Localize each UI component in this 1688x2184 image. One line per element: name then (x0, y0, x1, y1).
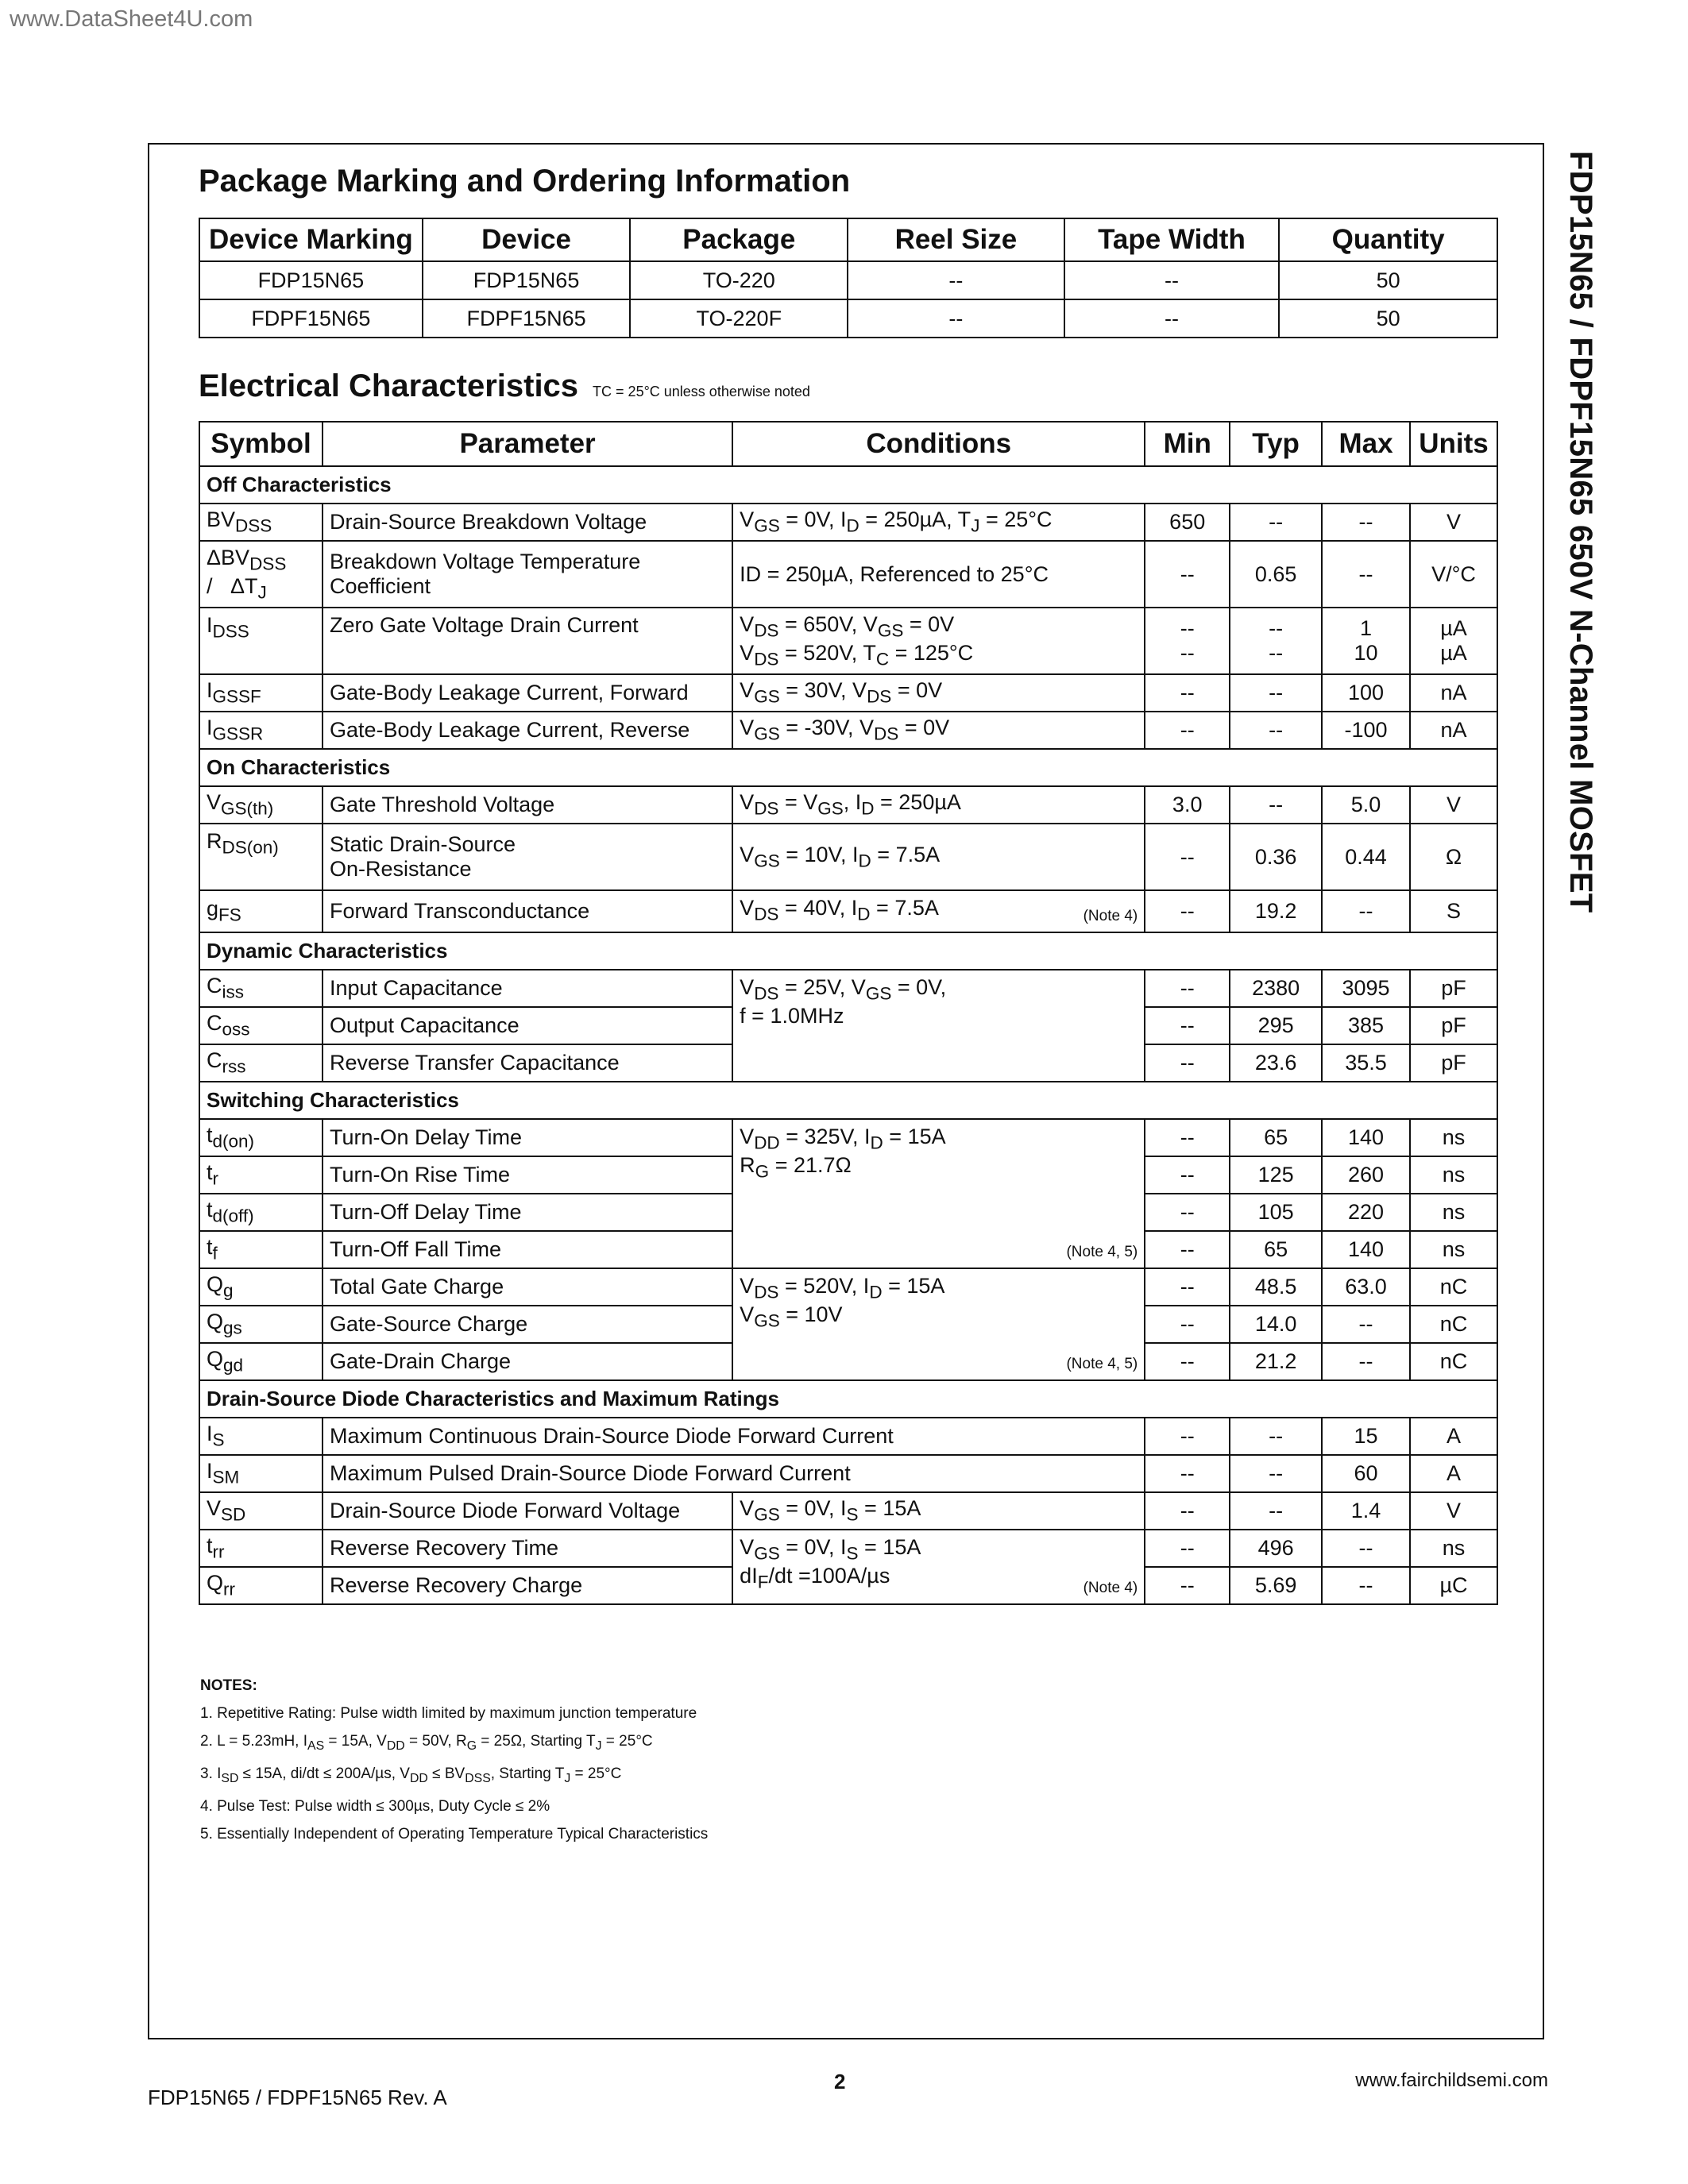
min-cell (1145, 608, 1230, 674)
value: µA (1440, 616, 1467, 640)
typ-cell: 0.65 (1230, 541, 1322, 608)
cell: -- (848, 261, 1064, 299)
note-ref: (Note 4) (1083, 908, 1138, 924)
footer-doc-id: FDP15N65 / FDPF15N65 Rev. A (148, 2086, 447, 2109)
page-number: 2 (834, 2070, 846, 2093)
typ-cell: -- (1230, 1492, 1322, 1530)
unit-cell: pF (1410, 1007, 1497, 1044)
param-cell: Gate-Drain Charge (323, 1343, 732, 1380)
max-cell: 63.0 (1322, 1268, 1410, 1306)
min-cell: -- (1145, 1156, 1230, 1194)
min-cell: -- (1145, 1268, 1230, 1306)
unit-cell: S (1410, 890, 1497, 932)
typ-cell: -- (1230, 1418, 1322, 1455)
th-device-marking: Device Marking (199, 218, 423, 261)
th-typ: Typ (1230, 422, 1322, 466)
notes-block (200, 1672, 708, 1848)
max-cell: -- (1322, 890, 1410, 932)
cell: 50 (1279, 299, 1497, 338)
typ-cell: 295 (1230, 1007, 1322, 1044)
typ-cell: 0.36 (1230, 824, 1322, 890)
param-cell: Gate-Body Leakage Current, Reverse (323, 712, 732, 749)
typ-cell: -- (1230, 504, 1322, 541)
symbol-cell: $I_S$ (199, 1418, 323, 1455)
typ-cell: -- (1230, 712, 1322, 749)
cond-cell: ID = 250µA, Referenced to 25°C (732, 541, 1145, 608)
value: -- (1180, 616, 1195, 640)
watermark-url: www.DataSheet4U.com (10, 6, 253, 32)
param-cell: Gate Threshold Voltage (323, 786, 732, 824)
symbol-cell: $t_f$ (199, 1231, 323, 1268)
unit-cell: V (1410, 786, 1497, 824)
min-cell: -- (1145, 674, 1230, 712)
min-cell: -- (1145, 1044, 1230, 1082)
symbol-cell: $t_r$ (199, 1156, 323, 1194)
min-cell: -- (1145, 890, 1230, 932)
cond-cell: $V_{DS} = 520V$, $I_D = 15A$ $V_{GS} = 10V$ (Note 4, 5) (732, 1268, 1145, 1380)
typ-cell: 65 (1230, 1231, 1322, 1268)
cond-cell: $V_{GS} = 0V$, $I_D = 250\mu A$, $T_J = 25^\circ C$ (732, 504, 1145, 541)
param-cell: Gate-Source Charge (323, 1306, 732, 1343)
side-title-text: FDP15N65 / FDPF15N65 650V N-Channel MOSFET (1563, 151, 1598, 913)
symbol-cell: $C_{iss}$ (199, 970, 323, 1007)
param-line: Coefficient (329, 574, 431, 598)
symbol-cell: $t_{d(on)}$ (199, 1119, 323, 1156)
cond-line: f = 1.0MHz (740, 1004, 844, 1028)
min-cell: -- (1145, 712, 1230, 749)
unit-cell: V/°C (1410, 541, 1497, 608)
param-cell: Maximum Continuous Drain-Source Diode Forward Current (323, 1418, 1145, 1455)
unit-cell: µC (1410, 1567, 1497, 1604)
max-cell: 1.4 (1322, 1492, 1410, 1530)
unit-cell: nC (1410, 1306, 1497, 1343)
symbol-cell: $\Delta BV_{DSS}$ / $\Delta T_J$ (199, 541, 323, 608)
unit-cell: nC (1410, 1268, 1497, 1306)
param-cell: Maximum Pulsed Drain-Source Diode Forward Current (323, 1455, 1145, 1492)
max-cell: 5.0 (1322, 786, 1410, 824)
unit-cell: ns (1410, 1119, 1497, 1156)
max-cell: 3095 (1322, 970, 1410, 1007)
symbol-cell: $I_{GSSF}$ (199, 674, 323, 712)
table-row (199, 1455, 1497, 1492)
package-header-row (199, 218, 1497, 261)
typ-cell: 21.2 (1230, 1343, 1322, 1380)
value: -- (1269, 641, 1284, 665)
table-row (199, 299, 1497, 338)
param-cell (323, 541, 732, 608)
cell: FDPF15N65 (423, 299, 631, 338)
symbol-cell: $C_{rss}$ (199, 1044, 323, 1082)
typ-cell: 48.5 (1230, 1268, 1322, 1306)
side-title (1549, 151, 1620, 985)
th-symbol: Symbol (199, 422, 323, 466)
table-row (199, 608, 1497, 674)
typ-cell: 5.69 (1230, 1567, 1322, 1604)
max-cell: -- (1322, 1567, 1410, 1604)
typ-cell: -- (1230, 1455, 1322, 1492)
max-cell: 60 (1322, 1455, 1410, 1492)
min-cell: -- (1145, 1343, 1230, 1380)
category-row (199, 932, 1497, 970)
cond-cell: $V_{DS} = V_{GS}$, $I_D = 250\mu A$ (732, 786, 1145, 824)
electrical-header-row (199, 422, 1497, 466)
min-cell: -- (1145, 1306, 1230, 1343)
max-cell: 140 (1322, 1119, 1410, 1156)
symbol-cell: $I_{GSSR}$ (199, 712, 323, 749)
unit-cell: nA (1410, 674, 1497, 712)
typ-cell: 65 (1230, 1119, 1322, 1156)
param-line: On-Resistance (329, 857, 472, 881)
typ-cell: 496 (1230, 1530, 1322, 1567)
symbol-cell: $I_{SM}$ (199, 1455, 323, 1492)
param-cell: Turn-Off Delay Time (323, 1194, 732, 1231)
max-cell: 0.44 (1322, 824, 1410, 890)
typ-cell: -- (1230, 674, 1322, 712)
cell: TO-220F (630, 299, 848, 338)
max-cell: 140 (1322, 1231, 1410, 1268)
typ-cell: 14.0 (1230, 1306, 1322, 1343)
param-cell: Gate-Body Leakage Current, Forward (323, 674, 732, 712)
th-min: Min (1145, 422, 1230, 466)
unit-cell: pF (1410, 1044, 1497, 1082)
max-cell (1322, 608, 1410, 674)
category-on: On Characteristics (199, 749, 1497, 786)
table-row (199, 504, 1497, 541)
max-cell: -100 (1322, 712, 1410, 749)
unit-cell: ns (1410, 1530, 1497, 1567)
note-5: 5. Essentially Independent of Operating Temperature Typical Characteristics (200, 1825, 709, 1843)
th-tape-width: Tape Width (1064, 218, 1280, 261)
param-cell: Drain-Source Diode Forward Voltage (323, 1492, 732, 1530)
note-ref: (Note 4, 5) (1066, 1244, 1138, 1260)
min-cell: 650 (1145, 504, 1230, 541)
unit-cell: V (1410, 1492, 1497, 1530)
table-row (199, 1530, 1497, 1567)
value: -- (1180, 641, 1195, 665)
category-row (199, 749, 1497, 786)
cond-cell: $V_{GS} = 10V$, $I_D = 7.5A$ (732, 824, 1145, 890)
package-section-title: Package Marking and Ordering Information (199, 164, 851, 199)
value: µA (1440, 641, 1467, 665)
min-cell: -- (1145, 1418, 1230, 1455)
param-cell: Reverse Recovery Charge (323, 1567, 732, 1604)
cell: -- (1064, 299, 1280, 338)
symbol-cell: $t_{d(off)}$ (199, 1194, 323, 1231)
category-off: Off Characteristics (199, 466, 1497, 504)
cell: -- (1064, 261, 1280, 299)
note-3: 3. $I_{SD} \le 15A$, di/dt ≤ 200A/µs, $V_{DD} \le BV_{DSS}$, Starting $T_J = 25^\circ C$ (200, 1765, 622, 1785)
max-cell: 35.5 (1322, 1044, 1410, 1082)
th-reel-size: Reel Size (848, 218, 1064, 261)
min-cell: 3.0 (1145, 786, 1230, 824)
max-cell: -- (1322, 1306, 1410, 1343)
min-cell: -- (1145, 1231, 1230, 1268)
max-cell: 220 (1322, 1194, 1410, 1231)
category-row (199, 466, 1497, 504)
category-switching: Switching Characteristics (199, 1082, 1497, 1119)
cond-cell: $V_{DD} = 325V$, $I_D = 15A$ $R_G = 21.7\Omega$ (Note 4, 5) (732, 1119, 1145, 1268)
min-cell: -- (1145, 970, 1230, 1007)
param-cell: Total Gate Charge (323, 1268, 732, 1306)
symbol-cell: $V_{GS(th)}$ (199, 786, 323, 824)
category-row (199, 1380, 1497, 1418)
param-line: Static Drain-Source (329, 832, 516, 856)
param-cell: Zero Gate Voltage Drain Current (323, 608, 732, 674)
unit-cell (1410, 608, 1497, 674)
cond-cell: $V_{DS} = 40V$, $I_D = 7.5A$ (Note 4) (732, 890, 1145, 932)
param-cell: Turn-On Delay Time (323, 1119, 732, 1156)
table-row (199, 712, 1497, 749)
category-row (199, 1082, 1497, 1119)
min-cell: -- (1145, 1455, 1230, 1492)
param-cell: Input Capacitance (323, 970, 732, 1007)
value: 10 (1354, 641, 1378, 665)
symbol-cell: $Q_{gd}$ (199, 1343, 323, 1380)
table-row (199, 786, 1497, 824)
th-max: Max (1322, 422, 1410, 466)
symbol-cell: $C_{oss}$ (199, 1007, 323, 1044)
symbol-cell: $BV_{DSS}$ (199, 504, 323, 541)
cond-cell: $V_{DS} = 25V$, $V_{GS} = 0V$, f = 1.0MHz (732, 970, 1145, 1082)
cell: TO-220 (630, 261, 848, 299)
value: -- (1269, 616, 1284, 640)
th-package: Package (630, 218, 848, 261)
note-1: 1. Repetitive Rating: Pulse width limited by maximum junction temperature (200, 1705, 697, 1722)
max-cell: -- (1322, 1343, 1410, 1380)
cond-cell: $V_{DS} = 650V$, $V_{GS} = 0V$ $V_{DS} = 520V$, $T_C = 125^\circ C$ (732, 608, 1145, 674)
param-cell: Reverse Recovery Time (323, 1530, 732, 1567)
max-cell: 15 (1322, 1418, 1410, 1455)
max-cell: -- (1322, 541, 1410, 608)
unit-cell: ns (1410, 1156, 1497, 1194)
symbol-cell: $t_{rr}$ (199, 1530, 323, 1567)
min-cell: -- (1145, 1530, 1230, 1567)
table-row (199, 970, 1497, 1007)
table-row (199, 1119, 1497, 1156)
unit-cell: Ω (1410, 824, 1497, 890)
electrical-title-note: TC = 25°C unless otherwise noted (593, 384, 810, 399)
note-2: 2. L = 5.23mH, $I_{AS} = 15A$, $V_{DD} = 50V$, $R_G = 25\Omega$, Starting $T_J = 25^\circ C$ (200, 1733, 653, 1753)
table-row (199, 1492, 1497, 1530)
symbol-cell: $g_{FS}$ (199, 890, 323, 932)
footer-website: www.fairchildsemi.com (1355, 2070, 1548, 2091)
table-row (199, 541, 1497, 608)
unit-cell: nC (1410, 1343, 1497, 1380)
note-ref: (Note 4) (1083, 1580, 1138, 1596)
package-table (199, 218, 1498, 338)
max-cell: 385 (1322, 1007, 1410, 1044)
notes-heading: NOTES: (200, 1677, 257, 1694)
electrical-title-text: Electrical Characteristics (199, 369, 579, 403)
param-cell: Turn-Off Fall Time (323, 1231, 732, 1268)
min-cell: -- (1145, 1007, 1230, 1044)
param-cell: Drain-Source Breakdown Voltage (323, 504, 732, 541)
max-cell: 260 (1322, 1156, 1410, 1194)
symbol-cell: $V_{SD}$ (199, 1492, 323, 1530)
table-row (199, 1268, 1497, 1306)
min-cell: -- (1145, 541, 1230, 608)
table-row (199, 824, 1497, 890)
max-cell: -- (1322, 1530, 1410, 1567)
unit-cell: V (1410, 504, 1497, 541)
electrical-table (199, 421, 1498, 1605)
min-cell: -- (1145, 1492, 1230, 1530)
cond-cell: $V_{GS} = -30V$, $V_{DS} = 0V$ (732, 712, 1145, 749)
table-row (199, 674, 1497, 712)
cell: FDPF15N65 (199, 299, 423, 338)
unit-cell: ns (1410, 1231, 1497, 1268)
typ-cell: 105 (1230, 1194, 1322, 1231)
min-cell: -- (1145, 824, 1230, 890)
param-cell: Reverse Transfer Capacitance (323, 1044, 732, 1082)
cell: FDP15N65 (199, 261, 423, 299)
symbol-cell: $Q_{rr}$ (199, 1567, 323, 1604)
symbol-cell: $Q_g$ (199, 1268, 323, 1306)
cond-cell: $V_{GS} = 30V$, $V_{DS} = 0V$ (732, 674, 1145, 712)
max-cell: 100 (1322, 674, 1410, 712)
min-cell: -- (1145, 1567, 1230, 1604)
param-line: Breakdown Voltage Temperature (329, 550, 641, 573)
unit-cell: nA (1410, 712, 1497, 749)
th-device: Device (423, 218, 631, 261)
min-cell: -- (1145, 1194, 1230, 1231)
param-cell: Output Capacitance (323, 1007, 732, 1044)
unit-cell: A (1410, 1418, 1497, 1455)
cond-cell: $V_{GS} = 0V$, $I_S = 15A$ (732, 1492, 1145, 1530)
th-conditions: Conditions (732, 422, 1145, 466)
note-4: 4. Pulse Test: Pulse width ≤ 300µs, Duty Cycle ≤ 2% (200, 1797, 550, 1815)
param-cell (323, 824, 732, 890)
typ-cell: 2380 (1230, 970, 1322, 1007)
th-units: Units (1410, 422, 1497, 466)
category-dynamic: Dynamic Characteristics (199, 932, 1497, 970)
unit-cell: pF (1410, 970, 1497, 1007)
value: 1 (1359, 616, 1373, 640)
electrical-section-title (199, 369, 810, 404)
min-cell: -- (1145, 1119, 1230, 1156)
param-cell: Turn-On Rise Time (323, 1156, 732, 1194)
max-cell: -- (1322, 504, 1410, 541)
typ-cell: 125 (1230, 1156, 1322, 1194)
typ-cell: -- (1230, 786, 1322, 824)
cell: 50 (1279, 261, 1497, 299)
symbol-cell: $R_{DS(on)}$ (199, 824, 323, 890)
unit-cell: ns (1410, 1194, 1497, 1231)
table-row (199, 890, 1497, 932)
symbol-cell: $Q_{gs}$ (199, 1306, 323, 1343)
cell: -- (848, 299, 1064, 338)
symbol-cell: $I_{DSS}$ (199, 608, 323, 674)
param-cell: Forward Transconductance (323, 890, 732, 932)
cell: FDP15N65 (423, 261, 631, 299)
typ-cell: 19.2 (1230, 890, 1322, 932)
cond-cell: $V_{GS} = 0V$, $I_S = 15A$ $dI_F/dt =100A/\mu s$ (Note 4) (732, 1530, 1145, 1604)
table-row (199, 261, 1497, 299)
th-parameter: Parameter (323, 422, 732, 466)
table-row (199, 1418, 1497, 1455)
unit-cell: A (1410, 1455, 1497, 1492)
th-quantity: Quantity (1279, 218, 1497, 261)
typ-cell: 23.6 (1230, 1044, 1322, 1082)
note-ref: (Note 4, 5) (1066, 1356, 1138, 1372)
typ-cell (1230, 608, 1322, 674)
category-diode: Drain-Source Diode Characteristics and Maximum Ratings (199, 1380, 1497, 1418)
